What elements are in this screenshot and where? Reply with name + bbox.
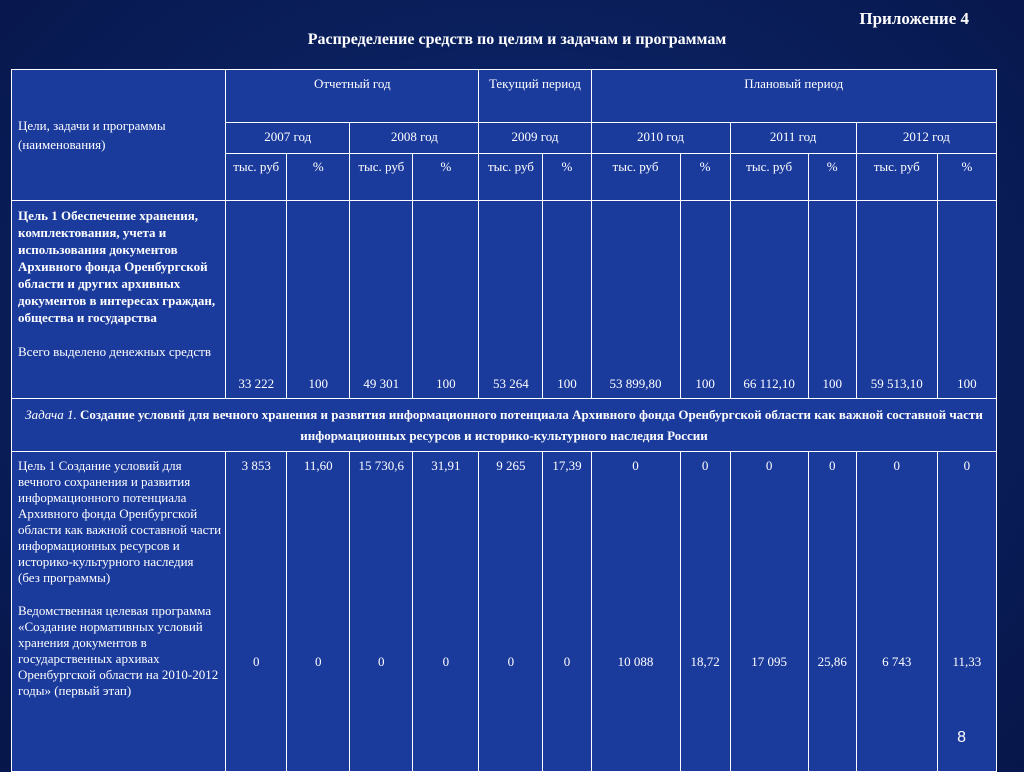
unit-amount: тыс. руб: [226, 154, 287, 201]
goal1-value-2007-amount: 33 222: [226, 201, 287, 399]
subgoal-value: 0: [632, 458, 639, 473]
planned-period-header: Плановый период: [591, 70, 997, 123]
page-title: Распределение средств по целям и задачам и программам: [307, 31, 727, 48]
year-header-2010: 2010 год: [591, 123, 730, 154]
unit-amount: тыс. руб: [856, 154, 937, 201]
unit-percent: %: [937, 154, 996, 201]
value-col-2008-amount: [350, 452, 413, 772]
program-title: Ведомственная целевая программа «Создание нормативных условий хранения документов в государственных архивах Оренбургской области на 2010-2012 годы» (первый этап): [18, 603, 219, 698]
program-value: 11,33: [952, 654, 982, 669]
unit-percent: %: [413, 154, 479, 201]
year-header-2012: 2012 год: [856, 123, 996, 154]
subgoal-value: 0: [701, 458, 709, 473]
subgoal-value: 15 730,6: [358, 458, 405, 473]
subgoal-value: 0: [828, 458, 836, 473]
value-col-2012-percent: [937, 452, 996, 772]
value-col-2007-percent: [287, 452, 350, 772]
subgoal-value: 31,91: [431, 458, 461, 473]
unit-amount: тыс. руб: [479, 154, 543, 201]
subgoal-label: [12, 452, 226, 772]
goal1-value-2011-amount: 66 112,10: [730, 201, 808, 399]
appendix-label: Приложение 4: [859, 9, 969, 28]
year-header-2007: 2007 год: [226, 123, 350, 154]
current-period-header: Текущий период: [479, 70, 591, 123]
value-col-2007-amount: [226, 452, 287, 772]
value-col-2011-amount: [730, 452, 808, 772]
subgoal-row: [12, 452, 997, 772]
unit-amount: тыс. руб: [730, 154, 808, 201]
subgoal-note: (без программы): [18, 570, 111, 585]
goal1-value-2010-amount: 53 899,80: [591, 201, 680, 399]
value-col-2009-amount: [479, 452, 543, 772]
unit-amount: тыс. руб: [591, 154, 680, 201]
reported-year-header: Отчетный год: [226, 70, 479, 123]
goal1-subtitle: Всего выделено денежных средств: [18, 344, 211, 359]
value-col-2011-percent: [808, 452, 856, 772]
program-value: 0: [315, 654, 322, 669]
goal1-value-2009-percent: 100: [543, 201, 591, 399]
program-value: 10 088: [617, 654, 654, 669]
value-col-2010-percent: [680, 452, 730, 772]
subgoal-value: 0: [963, 458, 971, 473]
unit-percent: %: [680, 154, 730, 201]
task1-row: [12, 399, 997, 452]
goal1-value-2009-amount: 53 264: [479, 201, 543, 399]
goal1-value-2010-percent: 100: [680, 201, 730, 399]
program-value: 25,86: [817, 654, 847, 669]
subgoal-value: 9 265: [496, 458, 526, 473]
goal1-title: Цель 1 Обеспечение хранения, комплектования, учета и использования документов Архивного фонда Оренбургской области и других архивных документов в интересах граждан, общества и государства: [18, 208, 216, 325]
task1-text: Создание условий для вечного хранения и развития информационного потенциала Архивного фонда Оренбургской области как важной составной части информационных ресурсов и историко-культурного наследия России: [79, 407, 983, 443]
goal1-value-2007-percent: 100: [287, 201, 350, 399]
program-value: 17 095: [751, 654, 788, 669]
unit-percent: %: [808, 154, 856, 201]
program-value: 0: [507, 654, 515, 669]
value-col-2010-amount: [591, 452, 680, 772]
program-value: 18,72: [690, 654, 720, 669]
task1-cell: [12, 399, 997, 452]
goal1-value-2012-amount: 59 513,10: [856, 201, 937, 399]
year-header-2009: 2009 год: [479, 123, 591, 154]
funding-table: [11, 69, 997, 772]
value-col-2012-amount: [856, 452, 937, 772]
goal1-value-2011-percent: 100: [808, 201, 856, 399]
page-number: 8: [957, 729, 966, 746]
unit-amount: тыс. руб: [350, 154, 413, 201]
row-label-header: Цели, задачи и программы (наименования): [12, 70, 226, 201]
unit-percent: %: [287, 154, 350, 201]
year-header-2008: 2008 год: [350, 123, 479, 154]
program-value: 0: [563, 654, 571, 669]
goal1-value-2012-percent: 100: [937, 201, 996, 399]
program-value: 6 743: [882, 654, 912, 669]
subgoal-value: 3 853: [241, 458, 271, 473]
subgoal-value: 0: [893, 458, 900, 473]
value-col-2009-percent: [543, 452, 591, 772]
task1-prefix: Задача 1.: [25, 407, 77, 422]
goal1-label: [12, 201, 226, 399]
subgoal-value: 11,60: [303, 458, 333, 473]
goal1-value-2008-percent: 100: [413, 201, 479, 399]
subgoal-value: 17,39: [552, 458, 582, 473]
unit-percent: %: [543, 154, 591, 201]
program-value: 0: [252, 654, 260, 669]
subgoal-title: Цель 1 Создание условий для вечного сохранения и развития информационного потенциала Архивного фонда Оренбургской области как важной составной части информационных ресурсов и историко-культурного наследия: [18, 458, 222, 569]
goal1-row: [12, 201, 997, 399]
goal1-value-2008-amount: 49 301: [350, 201, 413, 399]
subgoal-value: 0: [765, 458, 773, 473]
value-col-2008-percent: [413, 452, 479, 772]
program-value: 0: [378, 654, 385, 669]
year-header-2011: 2011 год: [730, 123, 856, 154]
program-value: 0: [442, 654, 450, 669]
